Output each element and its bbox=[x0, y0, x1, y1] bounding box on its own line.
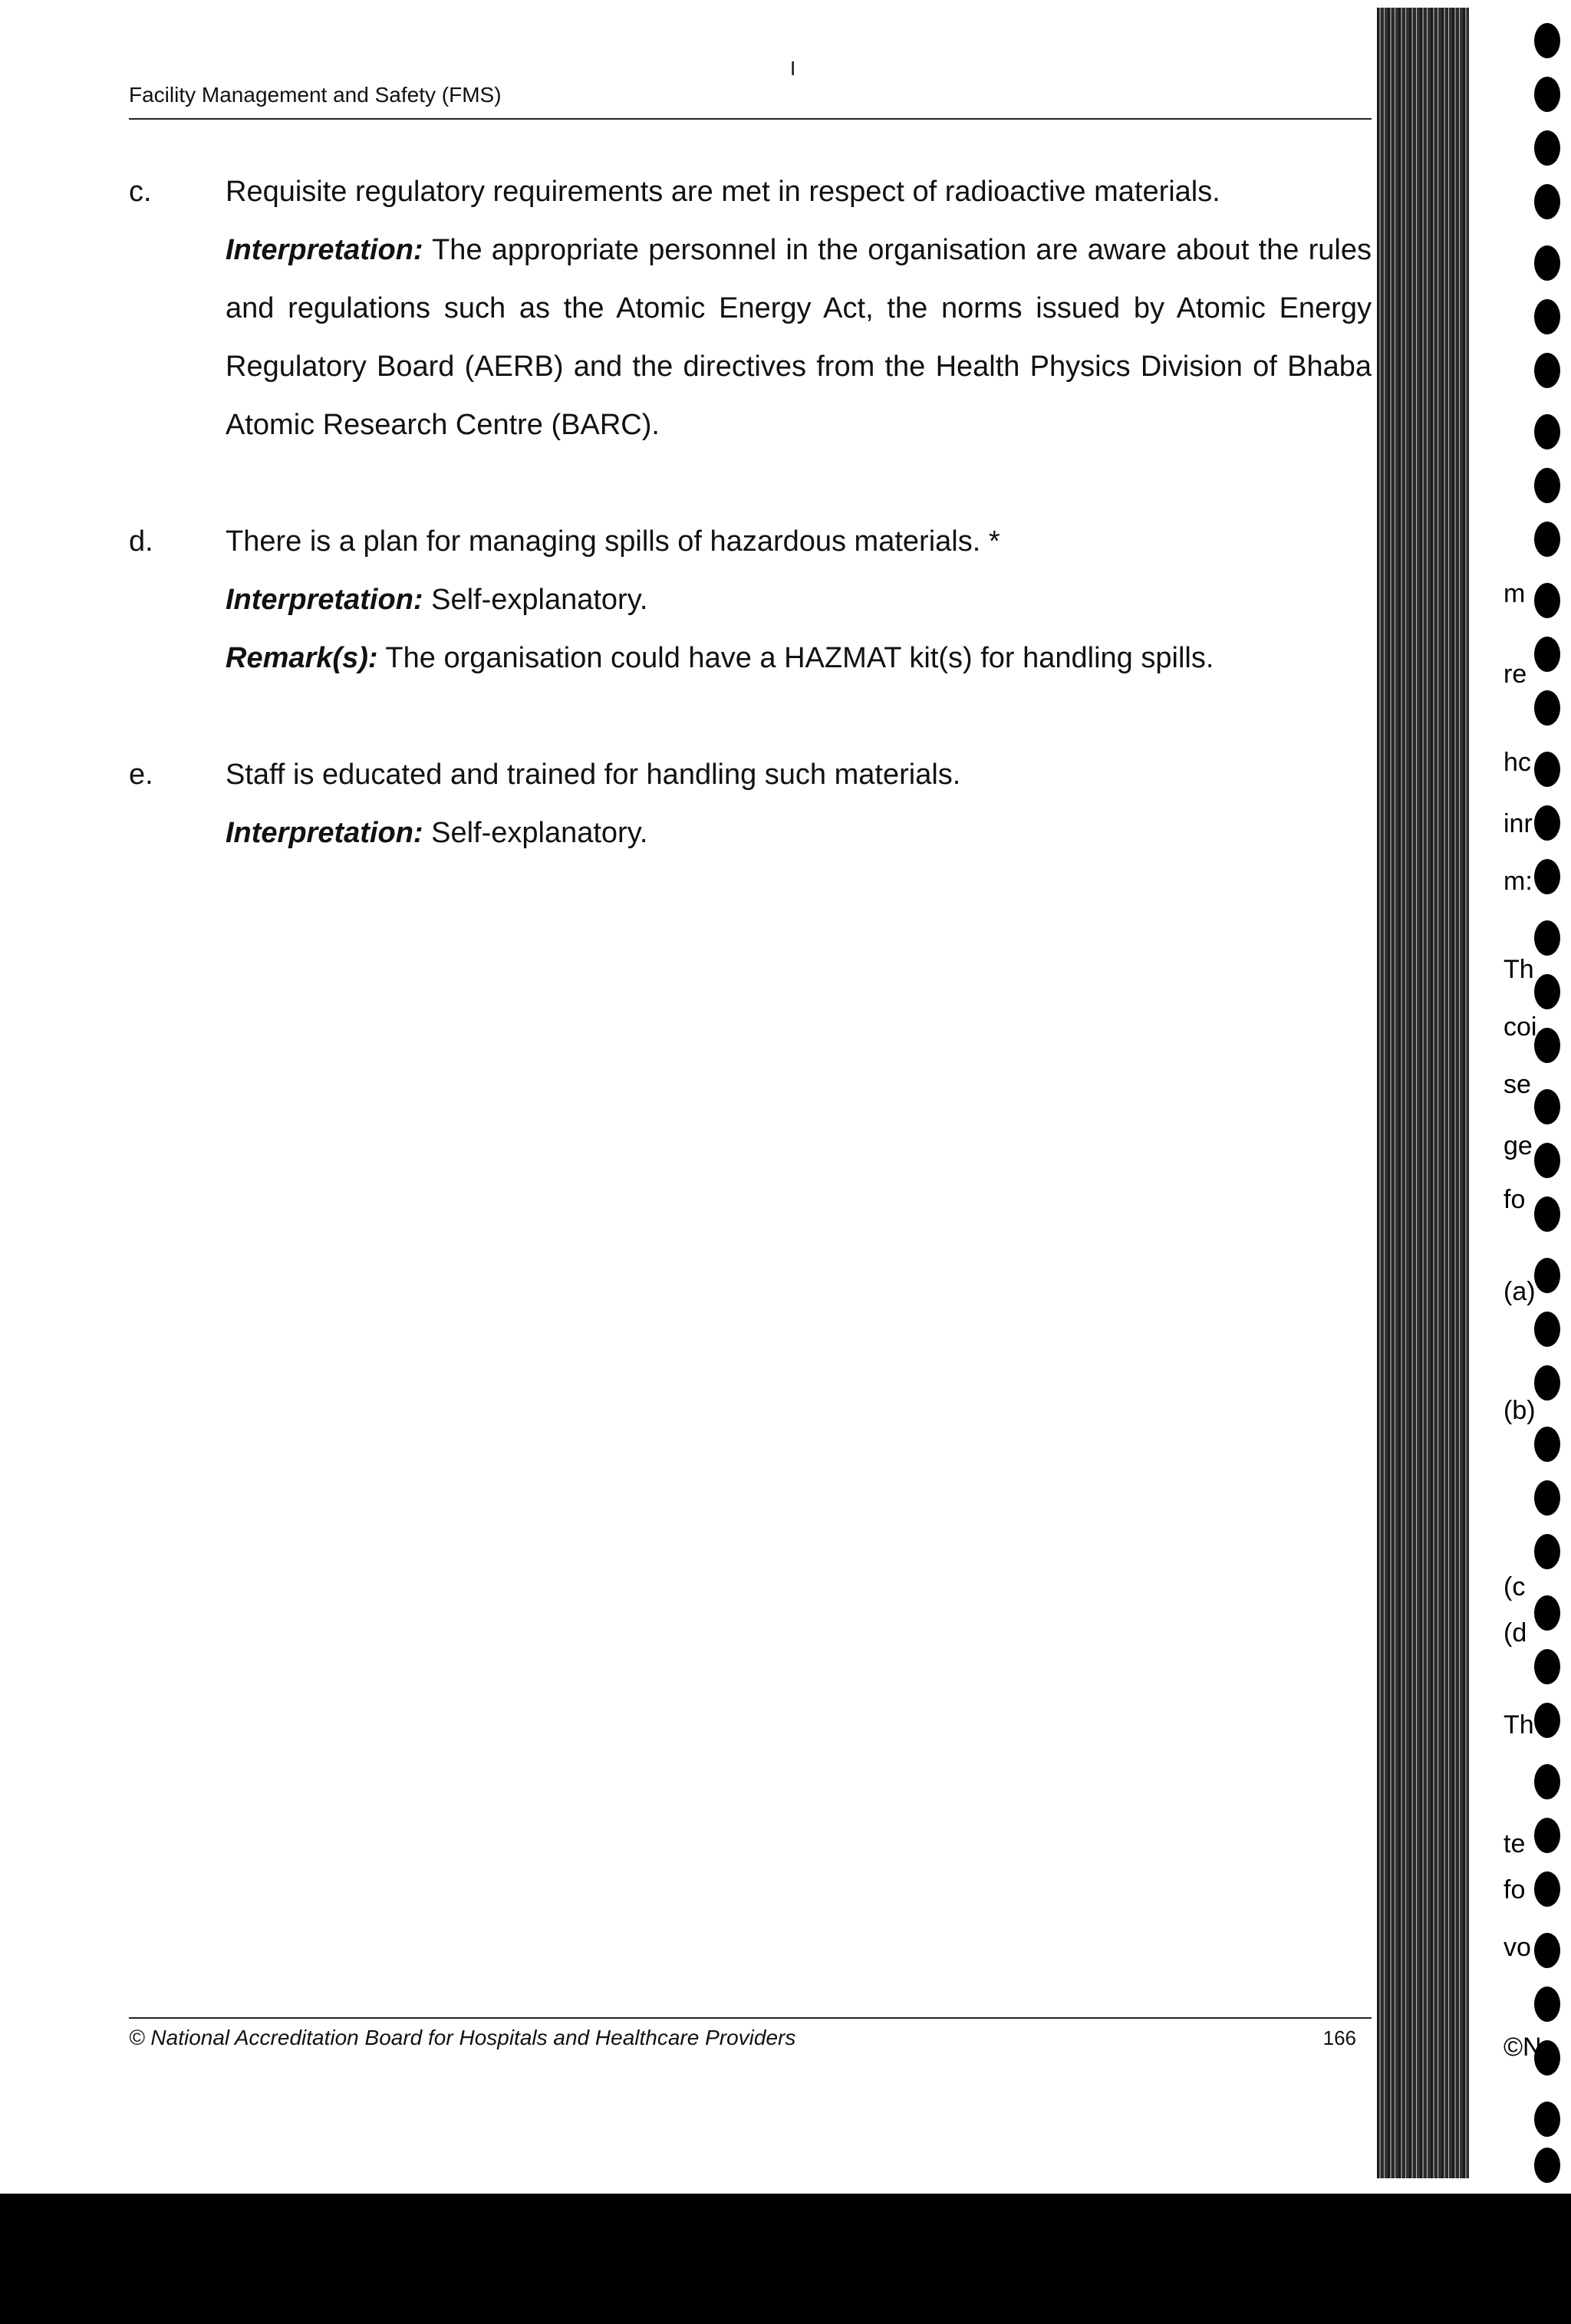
binding-ring-icon bbox=[1534, 859, 1560, 894]
binding-ring-icon bbox=[1534, 2148, 1560, 2183]
binding-ring-icon bbox=[1534, 130, 1560, 166]
item-letter: c. bbox=[129, 176, 152, 208]
binding-ring-icon bbox=[1534, 1703, 1560, 1738]
binding-ring-icon bbox=[1534, 974, 1560, 1009]
item-remark bbox=[226, 629, 1372, 687]
adjacent-page-fragment: (b) bbox=[1503, 1396, 1536, 1425]
binding-ring-icon bbox=[1534, 1933, 1560, 1968]
adjacent-page-fragment: coi bbox=[1503, 1012, 1537, 1042]
document-body bbox=[129, 163, 1372, 862]
binding-ring-icon bbox=[1534, 1089, 1560, 1124]
adjacent-page-fragment: re bbox=[1503, 660, 1527, 689]
binding-ring-icon bbox=[1534, 77, 1560, 112]
item-statement: There is a plan for managing spills of hazardous materials. * bbox=[226, 525, 1000, 558]
adjacent-page-fragment: se bbox=[1503, 1070, 1531, 1099]
binding-ring-icon bbox=[1534, 353, 1560, 388]
page-footer bbox=[129, 2017, 1372, 2057]
binding-ring-icon bbox=[1534, 1028, 1560, 1063]
item-statement: Requisite regulatory requirements are met in respect of radioactive materials. bbox=[226, 176, 1220, 208]
adjacent-page-fragment: (d bbox=[1503, 1618, 1527, 1648]
binding-ring-icon bbox=[1534, 1197, 1560, 1232]
binding-ring-icon bbox=[1534, 1258, 1560, 1293]
adjacent-page-fragment: Th bbox=[1503, 955, 1534, 984]
adjacent-page-fragment: (a) bbox=[1503, 1277, 1536, 1306]
binding-ring-icon bbox=[1534, 1427, 1560, 1462]
list-item-c bbox=[129, 163, 1372, 454]
binding-ring-icon bbox=[1534, 1818, 1560, 1853]
page-number: 166 bbox=[1322, 2026, 1356, 2049]
binding-ring-icon bbox=[1534, 299, 1560, 334]
binding-ring-icon bbox=[1534, 468, 1560, 503]
binding-ring-icon bbox=[1534, 583, 1560, 618]
item-interpretation bbox=[226, 571, 1372, 629]
page-header bbox=[129, 80, 1372, 120]
header-title: Facility Management and Safety (FMS) bbox=[129, 83, 502, 107]
binding-ring-icon bbox=[1534, 1595, 1560, 1631]
interpretation-label: Interpretation: bbox=[226, 817, 423, 849]
list-item-e bbox=[129, 746, 1372, 862]
footer-copyright: © National Accreditation Board for Hospitals and Healthcare Providers bbox=[129, 2026, 796, 2049]
binding-ring-icon bbox=[1534, 184, 1560, 219]
list-item-d bbox=[129, 512, 1372, 687]
binding-ring-icon bbox=[1534, 1764, 1560, 1799]
interpretation-label: Interpretation: bbox=[226, 584, 423, 616]
adjacent-page-fragment: inr bbox=[1503, 809, 1533, 838]
binding-ring-icon bbox=[1534, 414, 1560, 449]
interpretation-text: Self-explanatory. bbox=[431, 584, 648, 616]
remark-label: Remark(s): bbox=[226, 642, 378, 674]
item-statement: Staff is educated and trained for handling such materials. bbox=[226, 759, 961, 791]
binding-ring-icon bbox=[1534, 245, 1560, 281]
binding-ring-icon bbox=[1534, 1871, 1560, 1907]
adjacent-page-fragment: te bbox=[1503, 1829, 1526, 1858]
adjacent-page-fragment: vo bbox=[1503, 1933, 1531, 1962]
binding-ring-icon bbox=[1534, 522, 1560, 557]
remark-text: The organisation could have a HAZMAT kit(s) for handling spills. bbox=[385, 642, 1214, 674]
item-letter: d. bbox=[129, 525, 153, 558]
binding-ring-icon bbox=[1534, 1480, 1560, 1516]
adjacent-page-fragment: Th bbox=[1503, 1710, 1534, 1740]
interpretation-label: Interpretation: bbox=[226, 234, 423, 266]
header-mark: I bbox=[790, 57, 796, 80]
adjacent-page-fragment: fo bbox=[1503, 1875, 1526, 1904]
item-letter: e. bbox=[129, 759, 153, 791]
binding-ring-icon bbox=[1534, 690, 1560, 726]
binding-ring-icon bbox=[1534, 637, 1560, 672]
adjacent-page-fragment: hc bbox=[1503, 748, 1531, 777]
binding-ring-icon bbox=[1534, 1365, 1560, 1401]
interpretation-text: Self-explanatory. bbox=[431, 817, 648, 849]
adjacent-page-fragment: (c bbox=[1503, 1572, 1526, 1601]
binding-ring-icon bbox=[1534, 2102, 1560, 2137]
binding-ring-icon bbox=[1534, 752, 1560, 787]
binding-ring-icon bbox=[1534, 23, 1560, 58]
binding-ring-icon bbox=[1534, 1534, 1560, 1569]
item-interpretation bbox=[226, 804, 1372, 862]
binding-ring-icon bbox=[1534, 805, 1560, 841]
binding-ring-icon bbox=[1534, 1987, 1560, 2022]
adjacent-page-fragment: fo bbox=[1503, 1185, 1526, 1214]
binding-ring-icon bbox=[1534, 1649, 1560, 1684]
adjacent-page-fragment: m bbox=[1503, 579, 1526, 608]
interpretation-text: The appropriate personnel in the organisation are aware about the rules and regulations such as the Atomic Energy Act, the norms issued by Atomic Energy Regulatory Board (AERB) and the directives from the Health Physics Division of Bhaba Atomic Research Centre (BARC). bbox=[226, 234, 1372, 441]
scan-bottom-border bbox=[0, 2194, 1571, 2324]
adjacent-page-fragment: ge bbox=[1503, 1131, 1533, 1160]
item-interpretation bbox=[226, 221, 1372, 454]
binding-ring-icon bbox=[1534, 1312, 1560, 1347]
adjacent-page-fragment: m: bbox=[1503, 867, 1533, 896]
adjacent-page-fragment: ©N bbox=[1503, 2033, 1542, 2062]
binding-ring-icon bbox=[1534, 920, 1560, 956]
spiral-binding-shadow bbox=[1377, 8, 1469, 2178]
binding-ring-icon bbox=[1534, 1143, 1560, 1178]
